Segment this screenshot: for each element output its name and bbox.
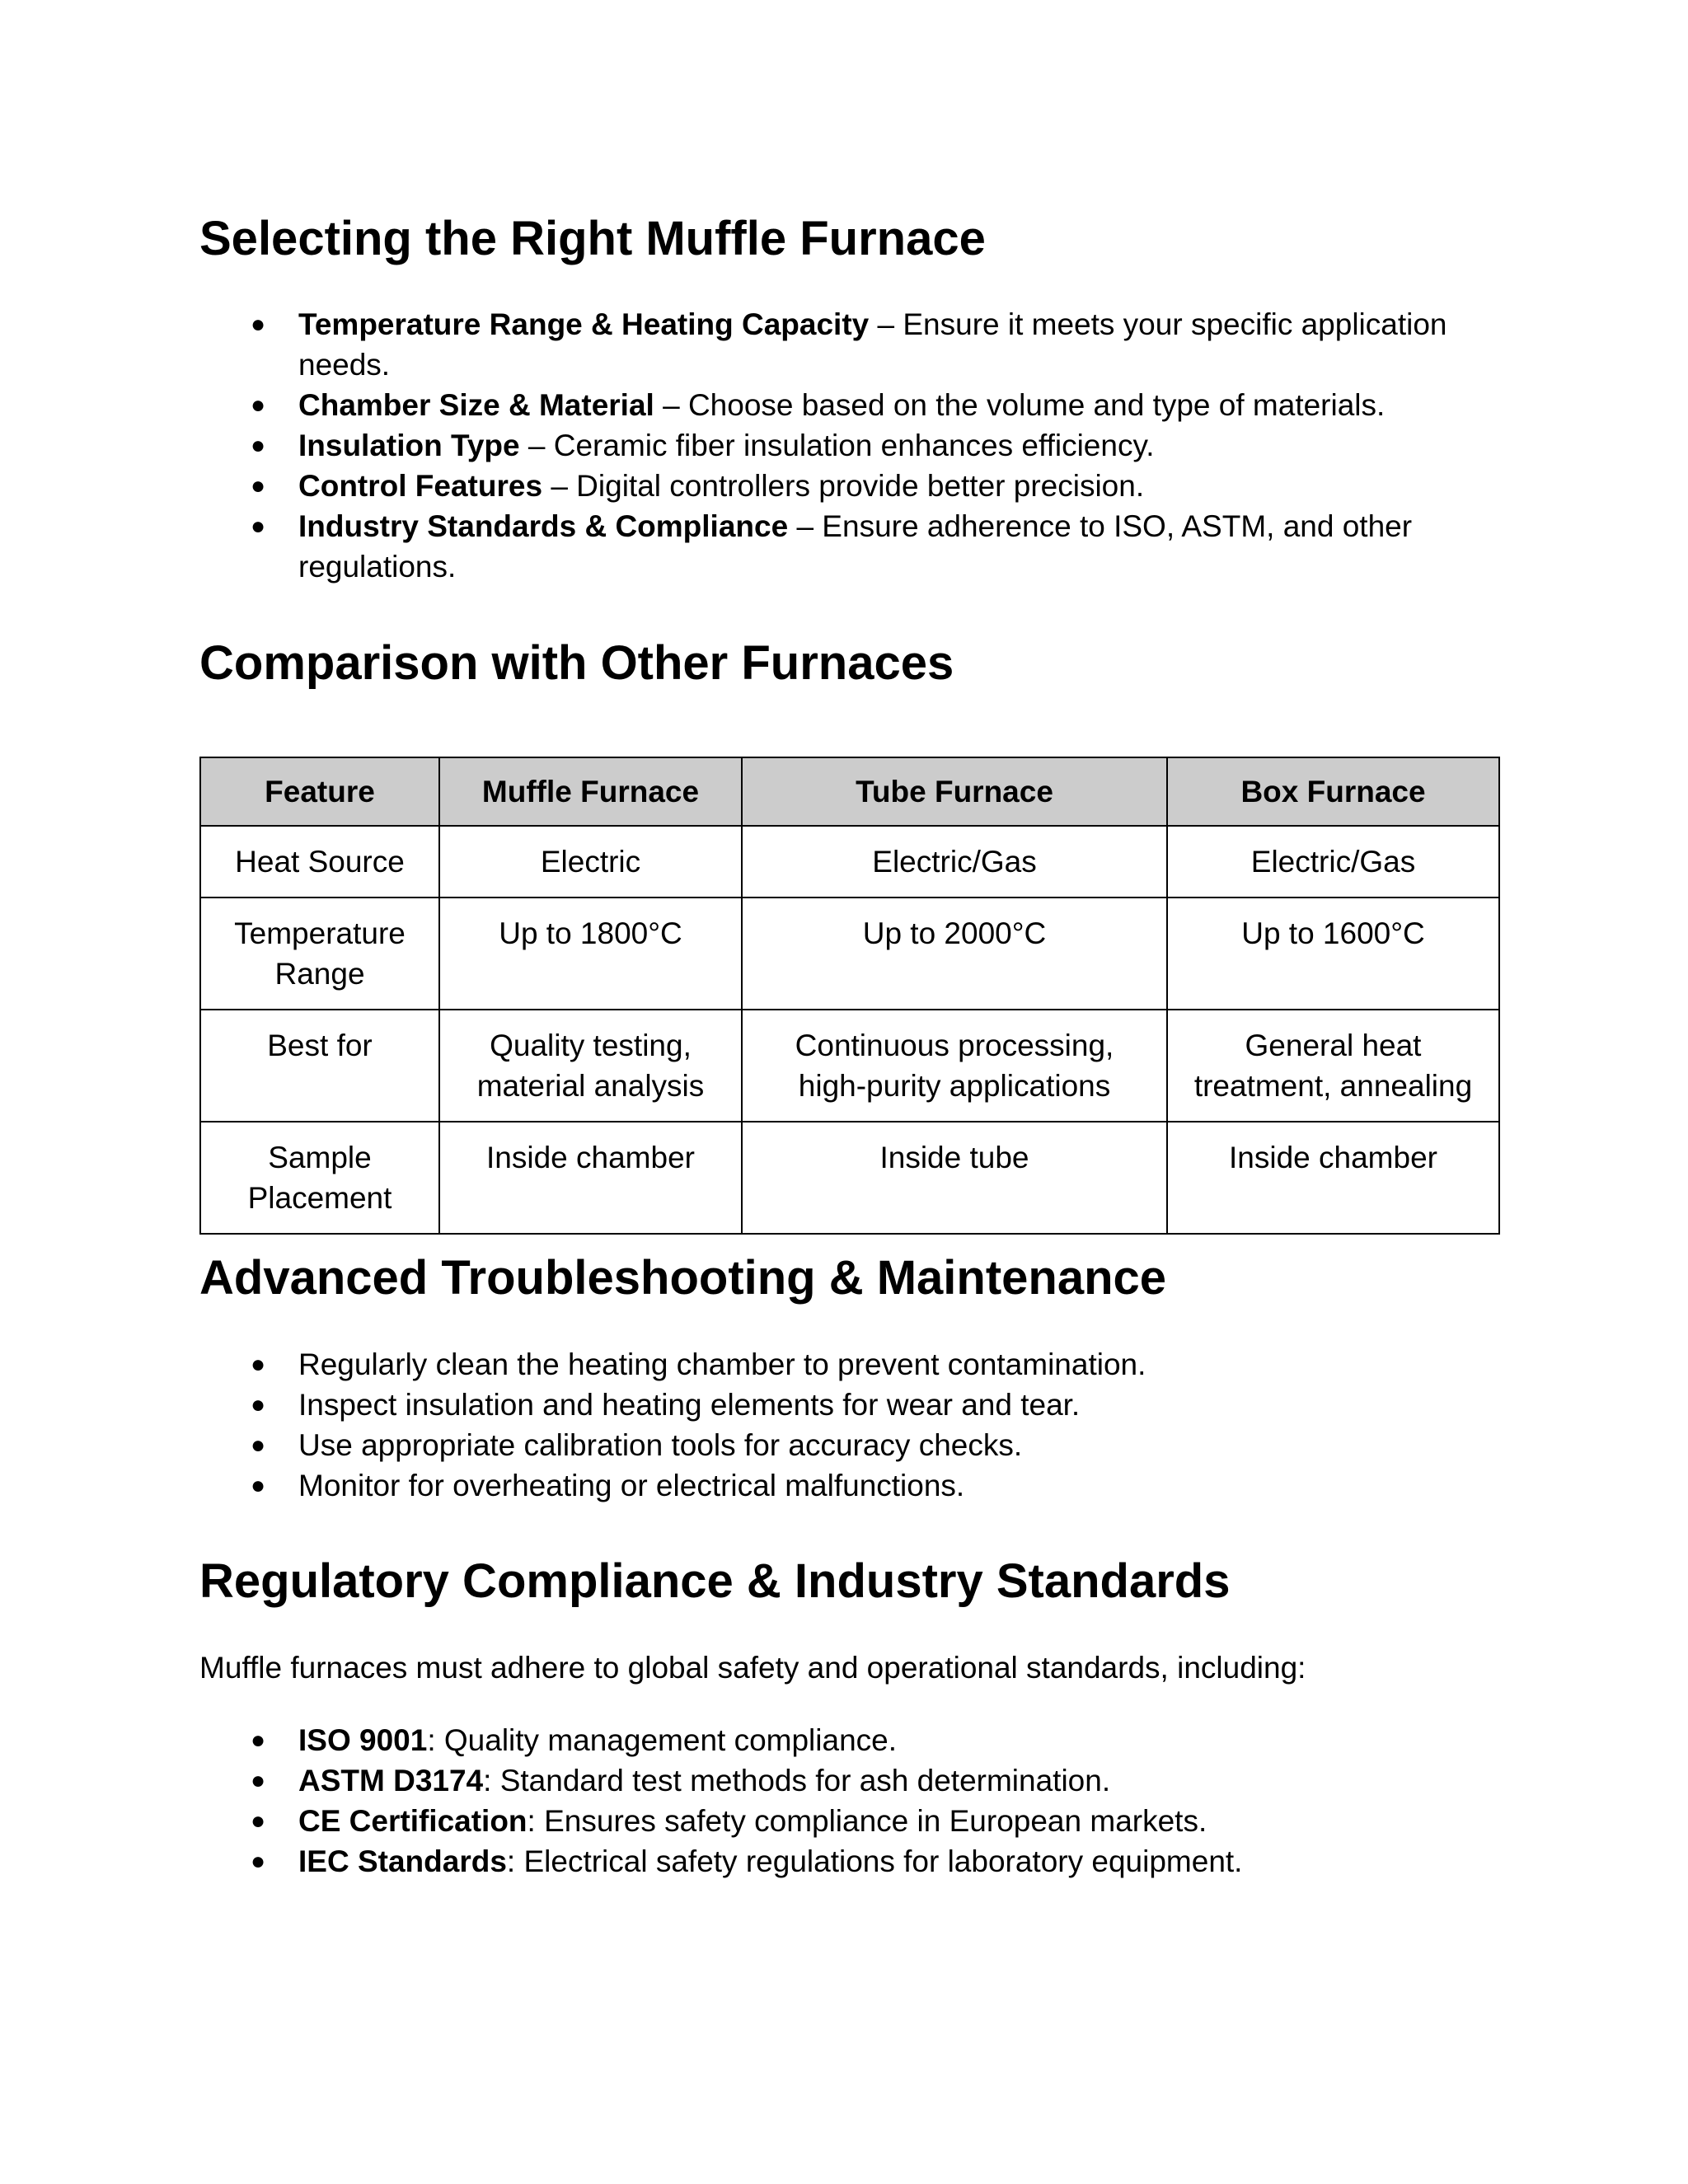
table-cell: Up to 1600°C	[1167, 898, 1499, 1010]
table-row	[200, 1010, 1499, 1122]
list-selecting	[199, 304, 1502, 587]
table-cell: Best for	[200, 1010, 439, 1122]
table-cell: Inside chamber	[1167, 1122, 1499, 1234]
list-item: ● Insulation Type – Ceramic fiber insulation enhances efficiency.	[199, 425, 1502, 466]
bullet-icon: ●	[251, 432, 266, 459]
bullet-icon: ●	[251, 1848, 266, 1875]
table-cell: Temperature Range	[200, 898, 439, 1010]
table-cell: Continuous processing, high-purity applications	[742, 1010, 1167, 1122]
list-regulatory	[199, 1720, 1502, 1882]
table-row	[200, 1122, 1499, 1234]
list-item: ● ASTM D3174: Standard test methods for ash determination.	[199, 1760, 1502, 1801]
bullet-icon: ●	[251, 1727, 266, 1754]
table-row	[200, 898, 1499, 1010]
list-item: ● Inspect insulation and heating elements for wear and tear.	[199, 1385, 1502, 1425]
bullet-icon: ●	[251, 1807, 266, 1835]
list-item: ● Use appropriate calibration tools for accuracy checks.	[199, 1425, 1502, 1465]
list-item: ● ISO 9001: Quality management compliance.	[199, 1720, 1502, 1760]
bullet-icon: ●	[251, 1472, 266, 1499]
bullet-icon: ●	[251, 311, 266, 338]
list-item: ● Regularly clean the heating chamber to prevent contamination.	[199, 1344, 1502, 1385]
list-item: ● Monitor for overheating or electrical malfunctions.	[199, 1465, 1502, 1506]
list-item: ● Control Features – Digital controllers provide better precision.	[199, 466, 1502, 506]
table-header-cell: Tube Furnace	[742, 757, 1167, 826]
comparison-table	[199, 757, 1500, 1235]
table-cell: Inside chamber	[439, 1122, 742, 1234]
table-cell: Electric/Gas	[742, 826, 1167, 898]
list-item: ● IEC Standards: Electrical safety regulations for laboratory equipment.	[199, 1841, 1502, 1882]
heading-selecting: Selecting the Right Muffle Furnace	[199, 212, 986, 265]
table-cell: Up to 1800°C	[439, 898, 742, 1010]
bullet-icon: ●	[251, 1351, 266, 1378]
table-header-cell: Muffle Furnace	[439, 757, 742, 826]
list-troubleshooting	[199, 1344, 1502, 1506]
regulatory-intro: Muffle furnaces must adhere to global safety and operational standards, including:	[199, 1651, 1306, 1685]
table-cell: General heat treatment, annealing	[1167, 1010, 1499, 1122]
bullet-icon: ●	[251, 472, 266, 499]
list-item: ● Chamber Size & Material – Choose based on the volume and type of materials.	[199, 385, 1502, 425]
list-item: ● Temperature Range & Heating Capacity – Ensure it meets your specific application needs.	[199, 304, 1502, 385]
bullet-icon: ●	[251, 513, 266, 540]
bullet-icon: ●	[251, 391, 266, 419]
table-cell: Up to 2000°C	[742, 898, 1167, 1010]
bullet-icon: ●	[251, 1767, 266, 1794]
table-cell: Heat Source	[200, 826, 439, 898]
list-item: ● Industry Standards & Compliance – Ensure adherence to ISO, ASTM, and other regulations.	[199, 506, 1502, 587]
table-cell: Electric/Gas	[1167, 826, 1499, 898]
list-item: ● CE Certification: Ensures safety compliance in European markets.	[199, 1801, 1502, 1841]
table-header-cell: Box Furnace	[1167, 757, 1499, 826]
table-header-cell: Feature	[200, 757, 439, 826]
heading-regulatory: Regulatory Compliance & Industry Standards	[199, 1554, 1231, 1608]
table-cell: Inside tube	[742, 1122, 1167, 1234]
heading-comparison: Comparison with Other Furnaces	[199, 636, 954, 690]
bullet-icon: ●	[251, 1391, 266, 1418]
table-cell: Electric	[439, 826, 742, 898]
table-header-row	[200, 757, 1499, 826]
table-cell: Quality testing, material analysis	[439, 1010, 742, 1122]
bullet-icon: ●	[251, 1432, 266, 1459]
table-row	[200, 826, 1499, 898]
heading-troubleshooting: Advanced Troubleshooting & Maintenance	[199, 1251, 1167, 1305]
table-cell: Sample Placement	[200, 1122, 439, 1234]
